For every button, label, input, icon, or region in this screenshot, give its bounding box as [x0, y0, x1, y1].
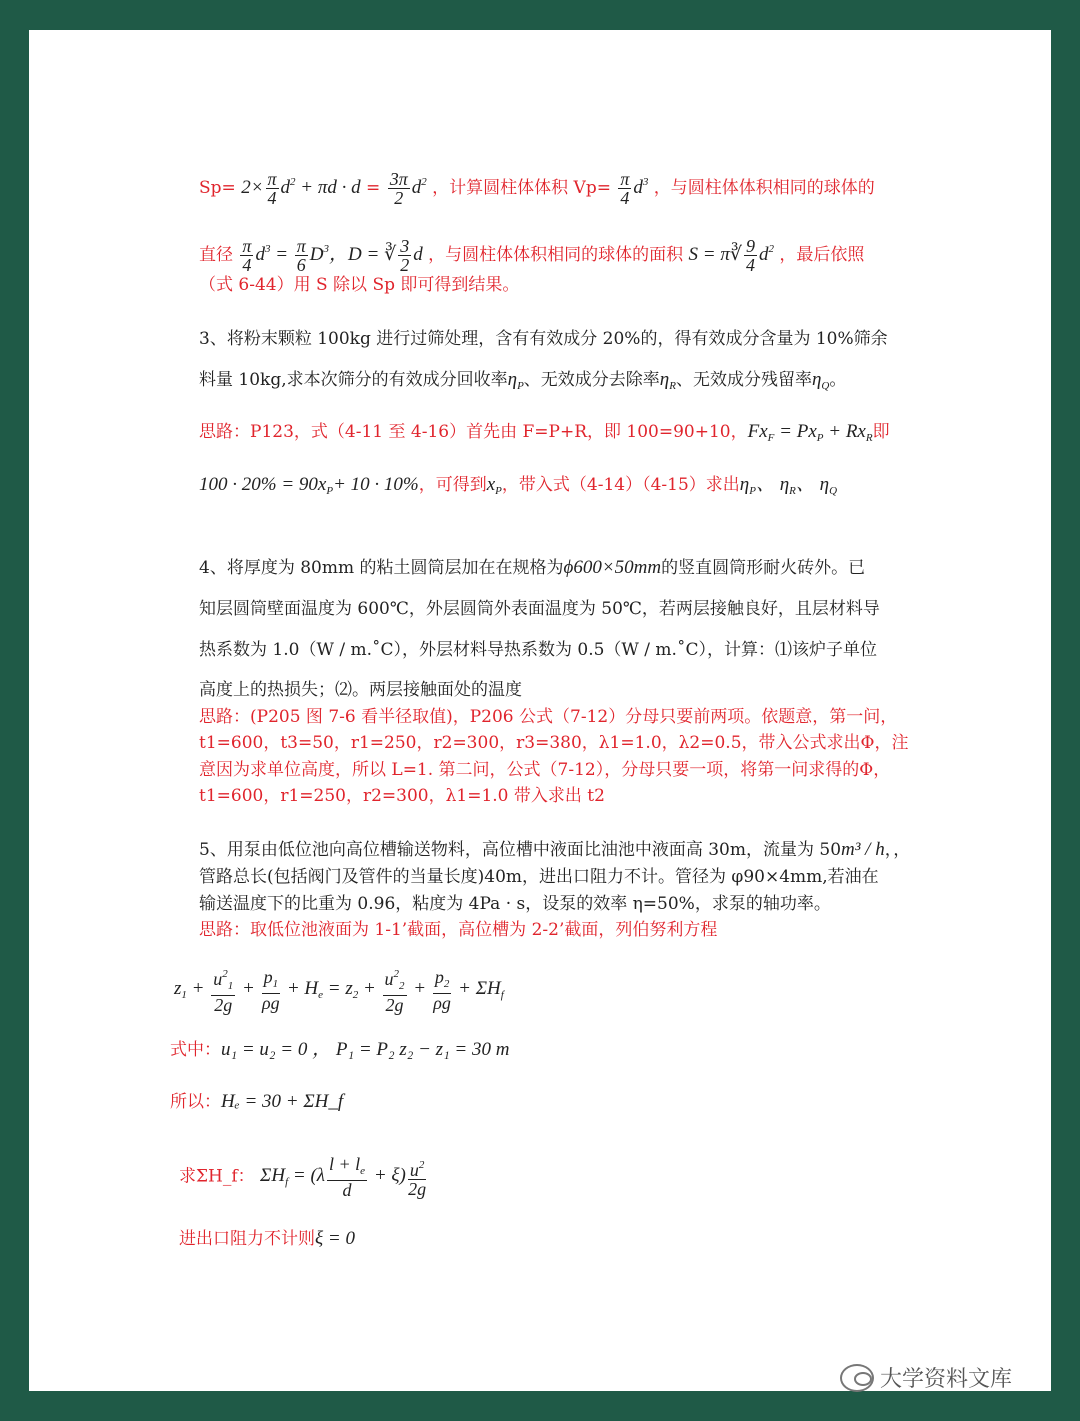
q4-text4: 高度上的热损失；⑵。两层接触面处的温度: [199, 680, 522, 700]
sp-formula: 2× $\frac{\pi}{4}$ $d^2 + \pi d \cdot d$: [241, 169, 361, 209]
q3-idea1: 思路：P123，式（4-11 至 4-16）首先由 F=P+R，即 100=90+10，$Fx_F = Px_P + Rx_R$即: [199, 421, 890, 444]
q5-text3: 输送温度下的比重为 0.96，粘度为 4Pa · s，设泵的效率 η=50%，求泵的轴功率。: [199, 894, 831, 914]
section2-line1: Sp= 2× $\frac{\pi}{4}$ $d^2 + \pi d \cdot d$ = $\frac{3\pi}{2}$ $d^2$ ，计算圆柱体体积 Vp= $\frac{\pi}{4}$ $d^3$ ，与圆柱体体积相同的球体的: [199, 169, 875, 209]
watermark-text: 大学资料文库: [880, 1367, 1013, 1392]
q5-so: 所以：Hₑ = 30 + ΣH_f: [170, 1091, 344, 1112]
q5-last: 进出口阻力不计则ξ = 0: [179, 1228, 355, 1249]
s2-l1-a: Sp=: [199, 178, 236, 198]
q3-text1: 3、将粉末颗粒 100kg 进行过筛处理，含有有效成分 20%的，得有效成分含量为 10%筛余: [199, 329, 888, 349]
s2-l2-a: 直径: [199, 245, 233, 265]
q4-idea2: t1=600，t3=50，r1=250，r2=300，r3=380，λ1=1.0，λ2=0.5，带入公式求出Φ，注: [199, 733, 909, 753]
q5-text1: 5、用泵由低位池向高位槽输送物料，高位槽中液面比油池中液面高 30m，流量为 50m³ / h，，: [199, 839, 911, 860]
q3-idea2: $100 \cdot 20\% = 90x_P+ 10 \cdot 10\%$，可得到$x_P$，带入式（4-14）（4-15）求出$\eta_P$、 $\eta_R$、 $\eta_Q$: [199, 474, 838, 497]
section2-line3: （式 6-44）用 S 除以 Sp 即可得到结果。: [199, 275, 520, 295]
wechat-icon: [840, 1364, 874, 1392]
q4-text3: 热系数为 1.0（W / m.˚C），外层材料导热系数为 0.5（W / m.˚C），计算：⑴该炉子单位: [199, 640, 877, 660]
section2-line2: 直径 $\frac{\pi}{4}$ $d^3$ = $\frac{\pi}{6}$ $D^3$，D = ∛ $\frac{3}{2}$ d ，与圆柱体体积相同的球体的面积 S = π∛ $\frac{9}{4}$ $d^2$ ，最后依照: [199, 236, 865, 276]
q4-idea3: 意因为求单位高度，所以 L=1. 第二问，公式（7-12），分母只要一项，将第一问求得的Φ，: [199, 760, 891, 780]
document-page: [29, 30, 1051, 1391]
q5-find: 求ΣH_f： $\Sigma H_f = (\lambda$ $\frac{l + l_e}{d}$ + ξ) $\frac{u^2}{2g}$: [179, 1154, 427, 1200]
q3-text2: 料量 10kg,求本次筛分的有效成分回收率$\eta_P$、无效成分去除率$\eta_R$、无效成分残留率$\eta_Q$。: [199, 369, 847, 392]
q5-text2: 管路总长(包括阀门及管件的当量长度)40m，进出口阻力不计。管径为 φ90×4mm,若油在: [199, 867, 879, 887]
watermark: [840, 1362, 1012, 1393]
s2-l1-b: ，计算圆柱体体积 Vp=: [432, 178, 611, 198]
q4-text1: 4、将厚度为 80mm 的粘土圆筒层加在在规格为ϕ600×50mm的竖直圆筒形耐火砖外。已: [199, 557, 866, 578]
s2-l2-c: ，最后依照: [779, 245, 865, 265]
s2-l1-c: ，与圆柱体体积相同的球体的: [653, 178, 875, 198]
q5-where: 式中：u₁ = u₂ = 0 ， P₁ = P₂ z₂ − z₁ = 30 m: [170, 1039, 510, 1060]
q4-idea4: t1=600，r1=250，r2=300，λ1=1.0 带入求出 t2: [199, 786, 605, 806]
q4-idea1: 思路：(P205 图 7-6 看半径取值)，P206 公式（7-12）分母只要前两项。依题意，第一问，: [199, 707, 898, 727]
bernoulli-equation: $z_1$ + $\frac{u^2_1}{2g}$ + $\frac{p_1}{\rho g}$ + $H_e = z_2$ + $\frac{u^2_2}{2g}$ + $\frac{p_2}{\rho g}$ + $\Sigma H_f$: [174, 966, 504, 1015]
s2-l2-b: ，与圆柱体体积相同的球体的面积: [428, 245, 684, 265]
q4-text2: 知层圆筒壁面温度为 600℃，外层圆筒外表面温度为 50℃，若两层接触良好，且层材料导: [199, 599, 880, 619]
q5-idea: 思路：取低位池液面为 1-1’截面，高位槽为 2-2’截面，列伯努利方程: [199, 920, 718, 940]
